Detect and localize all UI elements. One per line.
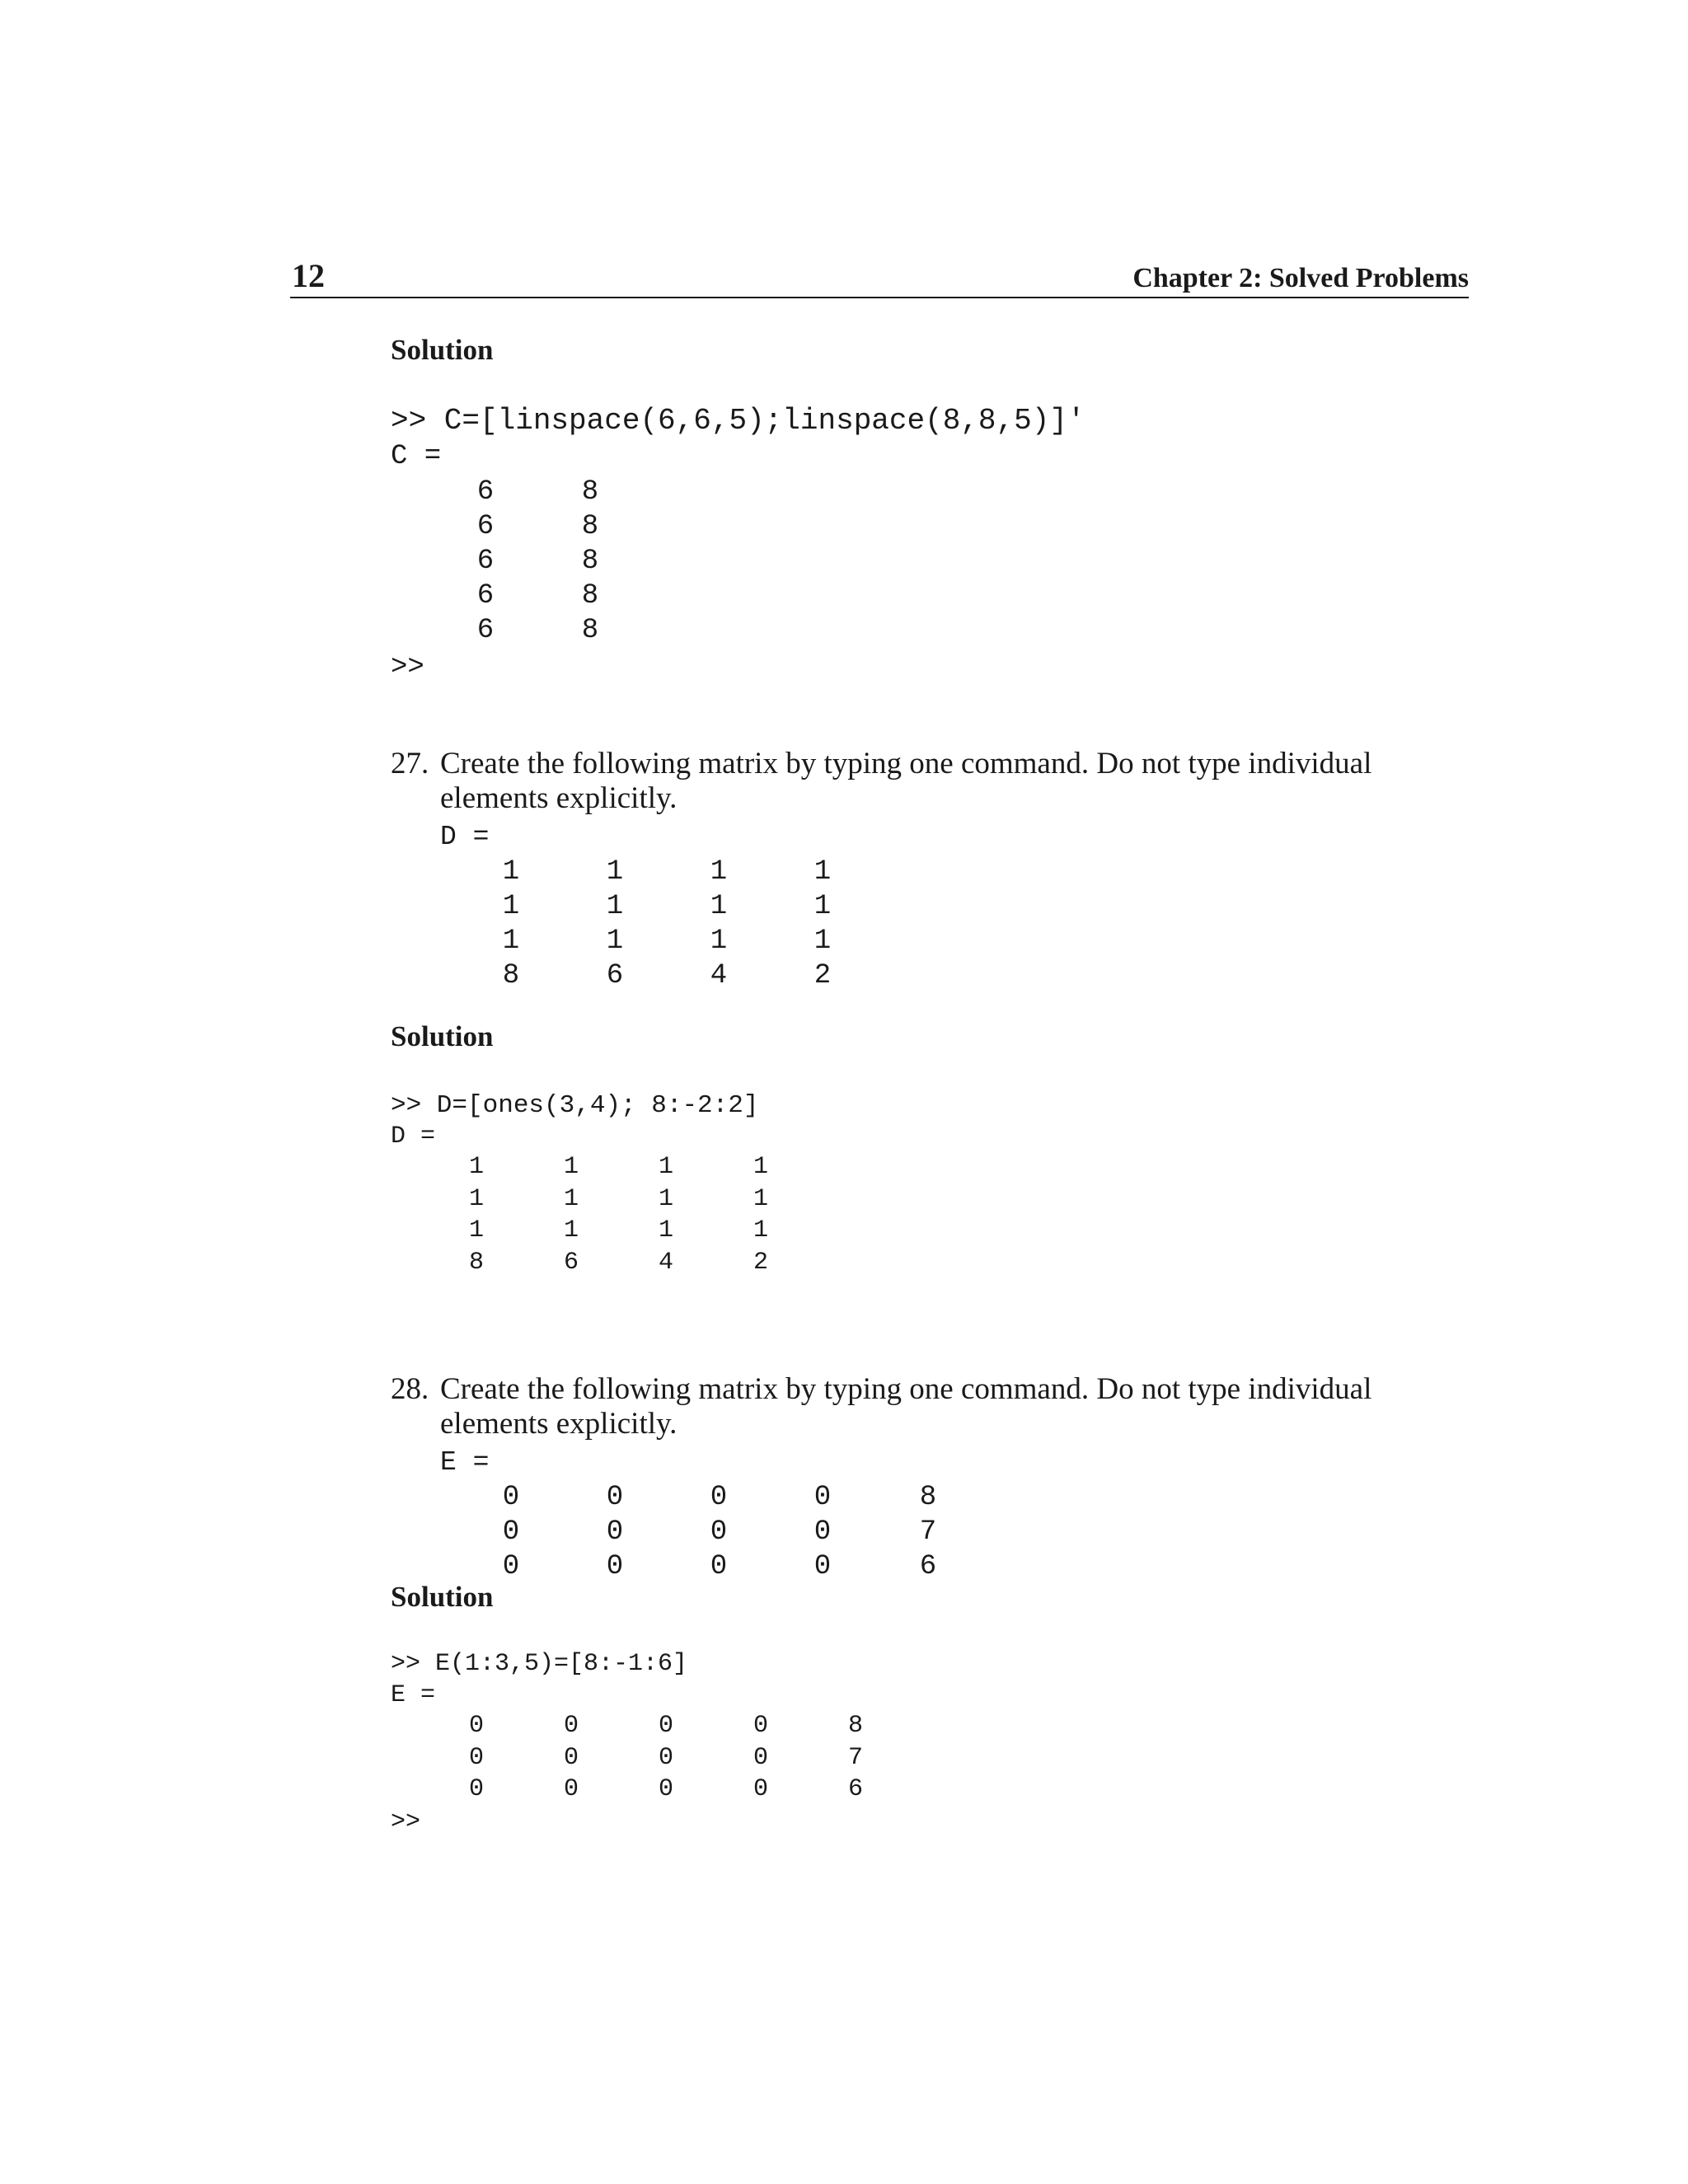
- matrix-cell: 0: [753, 1743, 768, 1772]
- matrix-cell: 1: [563, 1216, 579, 1244]
- matrix-cell: 8: [502, 960, 520, 991]
- matrix-cell: 8: [581, 546, 599, 577]
- matrix-cell: 0: [468, 1775, 484, 1803]
- matrix-cell: 8: [581, 476, 599, 508]
- matrix-cell: 0: [502, 1516, 520, 1548]
- matrix-cell: 0: [710, 1551, 728, 1582]
- matrix-cell: 8: [581, 580, 599, 612]
- matrix-cell: 6: [476, 511, 495, 542]
- matrix-cell: 1: [606, 856, 624, 888]
- matrix-cell: 6: [476, 580, 495, 612]
- matrix-cell: 0: [563, 1775, 579, 1803]
- code-command: >> D=[ones(3,4); 8:-2:2]: [391, 1091, 759, 1120]
- matrix-cell: 7: [919, 1516, 937, 1548]
- matrix-cell: 6: [919, 1551, 937, 1582]
- matrix-cell: 2: [814, 960, 832, 991]
- matrix-cell: 1: [710, 891, 728, 922]
- matrix-cell: 1: [658, 1184, 673, 1213]
- matrix-cell: 0: [563, 1712, 579, 1740]
- matrix-cell: 8: [581, 615, 599, 646]
- matrix-cell: 1: [814, 856, 832, 888]
- problem-number: 27.: [391, 747, 429, 780]
- matrix-label: D =: [440, 822, 490, 852]
- matrix-cell: 1: [710, 926, 728, 957]
- matrix-cell: 6: [606, 960, 624, 991]
- matrix-cell: 0: [606, 1482, 624, 1513]
- matrix-cell: 0: [502, 1551, 520, 1582]
- matrix-cell: 8: [847, 1712, 863, 1740]
- matrix-cell: 1: [753, 1153, 768, 1181]
- matrix-cell: 0: [814, 1482, 832, 1513]
- matrix-cell: 0: [658, 1743, 673, 1772]
- matrix-cell: 0: [710, 1516, 728, 1548]
- matrix-cell: 6: [476, 476, 495, 508]
- matrix-cell: 0: [814, 1516, 832, 1548]
- prompt: >>: [391, 652, 424, 683]
- matrix-cell: 1: [814, 891, 832, 922]
- matrix-cell: 0: [753, 1775, 768, 1803]
- matrix-cell: 0: [710, 1482, 728, 1513]
- matrix-cell: 1: [502, 926, 520, 957]
- matrix-cell: 1: [753, 1184, 768, 1213]
- code-command: >> E(1:3,5)=[8:-1:6]: [391, 1650, 688, 1678]
- prompt: >>: [391, 1808, 421, 1836]
- matrix-cell: 0: [468, 1712, 484, 1740]
- matrix-cell: 0: [606, 1551, 624, 1582]
- matrix-cell: 1: [563, 1153, 579, 1181]
- matrix-cell: 0: [658, 1712, 673, 1740]
- running-head: Chapter 2: Solved Problems: [1132, 263, 1469, 293]
- matrix-cell: 0: [563, 1743, 579, 1772]
- matrix-cell: 8: [468, 1248, 484, 1277]
- matrix-label: E =: [391, 1681, 436, 1709]
- solution-heading: Solution: [391, 1020, 494, 1052]
- matrix-label: C =: [391, 441, 442, 472]
- matrix-cell: 0: [468, 1743, 484, 1772]
- matrix-cell: 1: [658, 1216, 673, 1244]
- matrix-cell: 7: [847, 1743, 863, 1772]
- problem-text: Create the following matrix by typing one command. Do not type individual elements explicitly.: [440, 747, 1372, 815]
- matrix-cell: 6: [476, 546, 495, 577]
- solution-heading: Solution: [391, 334, 494, 366]
- matrix-cell: 8: [919, 1482, 937, 1513]
- page-number: 12: [292, 257, 325, 294]
- matrix-cell: 8: [581, 511, 599, 542]
- matrix-cell: 1: [606, 926, 624, 957]
- matrix-cell: 1: [563, 1184, 579, 1213]
- matrix-cell: 0: [814, 1551, 832, 1582]
- matrix-cell: 1: [468, 1153, 484, 1181]
- matrix-cell: 0: [606, 1516, 624, 1548]
- page-header: [290, 257, 1469, 298]
- matrix-cell: 1: [814, 926, 832, 957]
- matrix-cell: 0: [502, 1482, 520, 1513]
- matrix-cell: 1: [710, 856, 728, 888]
- matrix-cell: 1: [606, 891, 624, 922]
- matrix-cell: 1: [753, 1216, 768, 1244]
- code-command: >> C=[linspace(6,6,5);linspace(8,8,5)]': [391, 404, 1085, 438]
- matrix-cell: 6: [847, 1775, 863, 1803]
- solution-heading: Solution: [391, 1581, 494, 1613]
- matrix-cell: 1: [502, 891, 520, 922]
- matrix-cell: 1: [502, 856, 520, 888]
- matrix-cell: 6: [563, 1248, 579, 1277]
- matrix-cell: 0: [753, 1712, 768, 1740]
- matrix-cell: 2: [753, 1248, 768, 1277]
- problem-text: Create the following matrix by typing one command. Do not type individual elements explicitly.: [440, 1372, 1372, 1441]
- matrix-cell: 1: [468, 1216, 484, 1244]
- matrix-cell: 6: [476, 615, 495, 646]
- matrix-label: E =: [440, 1447, 490, 1478]
- matrix-cell: 4: [658, 1248, 673, 1277]
- matrix-cell: 4: [710, 960, 728, 991]
- matrix-cell: 1: [658, 1153, 673, 1181]
- matrix-cell: 0: [658, 1775, 673, 1803]
- matrix-cell: 1: [468, 1184, 484, 1213]
- matrix-label: D =: [391, 1122, 436, 1151]
- problem-number: 28.: [391, 1372, 429, 1406]
